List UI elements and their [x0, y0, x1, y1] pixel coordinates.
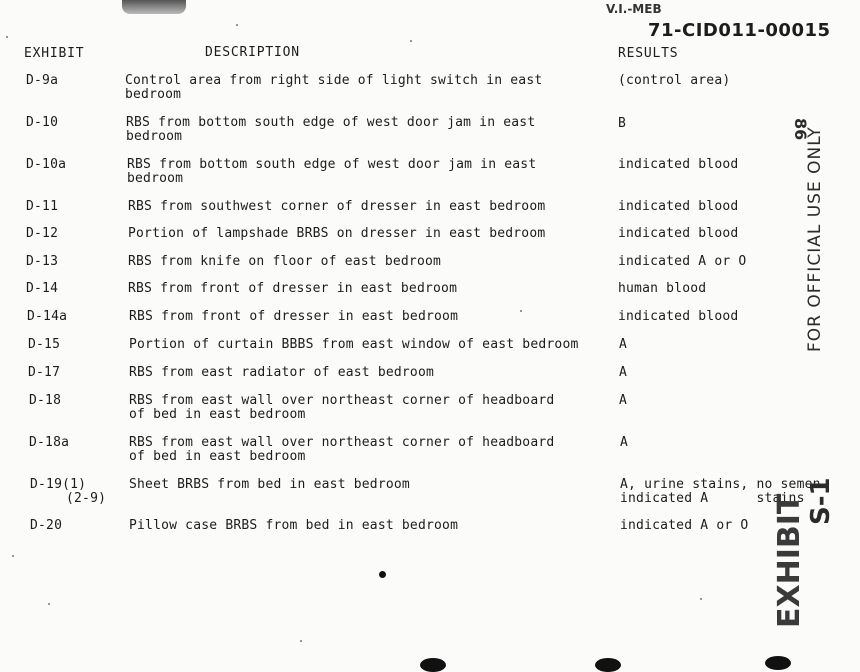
row-exhibit: D-19(1) [30, 477, 87, 492]
row-result: indicated blood [618, 157, 739, 172]
row-result: indicated A or O [618, 254, 747, 269]
row-result: A [619, 337, 628, 352]
row-description: RBS from east wall over northeast corner of headboard [129, 393, 555, 408]
row-description: RBS from east wall over northeast corner of headboard [129, 435, 555, 450]
document-id-top: V.I.-MEB [606, 2, 662, 16]
scan-speck [410, 40, 412, 42]
exhibit-stamp: EXHIBIT [772, 493, 807, 628]
row-result: (control area) [618, 73, 731, 88]
row-result: indicated blood [618, 199, 739, 214]
row-description-continued: bedroom [126, 129, 183, 144]
row-description-continued: bedroom [125, 87, 182, 102]
row-description: RBS from knife on floor of east bedroom [128, 254, 442, 269]
row-exhibit: D-10a [26, 157, 67, 172]
row-exhibit: D-12 [26, 226, 59, 241]
scan-speck [12, 555, 14, 557]
row-description: RBS from front of dresser in east bedroom [128, 281, 458, 296]
row-result: A, urine stains, no semen [620, 477, 821, 492]
row-result: A [620, 435, 629, 450]
row-exhibit: D-18a [29, 435, 70, 450]
row-result: B [618, 116, 627, 131]
row-description-continued: of bed in east bedroom [129, 407, 306, 422]
row-exhibit: D-13 [26, 254, 59, 269]
row-exhibit: D-9a [26, 73, 59, 88]
scan-speck [379, 571, 386, 578]
row-description: Sheet BRBS from bed in east bedroom [129, 477, 410, 492]
exhibit-stamp-id: S-1 [806, 477, 836, 525]
official-use-stamp: FOR OFFICIAL USE ONLY [805, 126, 825, 352]
row-description: Portion of curtain BBBS from east window of east bedroom [129, 337, 579, 352]
scan-smear [122, 0, 186, 14]
row-result: indicated A or O [620, 518, 749, 533]
row-description: RBS from bottom south edge of west door jam in east [127, 157, 537, 172]
row-description: RBS from bottom south edge of west door jam in east [126, 115, 536, 130]
row-description: RBS from front of dresser in east bedroom [129, 309, 459, 324]
scan-speck [520, 310, 522, 312]
scan-speck [236, 24, 238, 26]
row-exhibit: D-15 [28, 337, 61, 352]
row-description: Portion of lampshade BRBS on dresser in east bedroom [128, 226, 546, 241]
scan-speck [700, 598, 702, 600]
scan-speck [48, 603, 50, 605]
row-result: human blood [618, 281, 707, 296]
scan-speck [6, 36, 8, 38]
scan-speck [300, 640, 302, 642]
header-description: DESCRIPTION [205, 45, 300, 60]
side-page-number: 86 [791, 118, 810, 141]
row-exhibit: D-14 [26, 281, 59, 296]
row-result: indicated blood [618, 226, 739, 241]
row-result: A [619, 393, 628, 408]
row-result: A [619, 365, 628, 380]
row-description: Pillow case BRBS from bed in east bedroom [129, 518, 459, 533]
row-exhibit: D-17 [28, 365, 61, 380]
row-result: indicated blood [618, 309, 739, 324]
row-description: RBS from east radiator of east bedroom [129, 365, 435, 380]
header-exhibit: EXHIBIT [24, 46, 85, 61]
punch-hole [595, 658, 621, 672]
row-exhibit-sub: (2-9) [66, 491, 107, 506]
row-description: Control area from right side of light switch in east [125, 73, 543, 88]
row-exhibit: D-14a [27, 309, 68, 324]
row-description-continued: bedroom [127, 171, 184, 186]
row-exhibit: D-18 [29, 393, 62, 408]
punch-hole [765, 656, 791, 670]
document-id: 71-CID011-00015 [648, 20, 831, 41]
row-description: RBS from southwest corner of dresser in east bedroom [128, 199, 546, 214]
row-exhibit: D-11 [26, 199, 59, 214]
row-description-continued: of bed in east bedroom [129, 449, 306, 464]
row-exhibit: D-10 [26, 115, 59, 130]
header-results: RESULTS [618, 46, 679, 61]
row-exhibit: D-20 [30, 518, 63, 533]
row-result-continued: indicated A stains [620, 491, 805, 506]
punch-hole [420, 658, 446, 672]
